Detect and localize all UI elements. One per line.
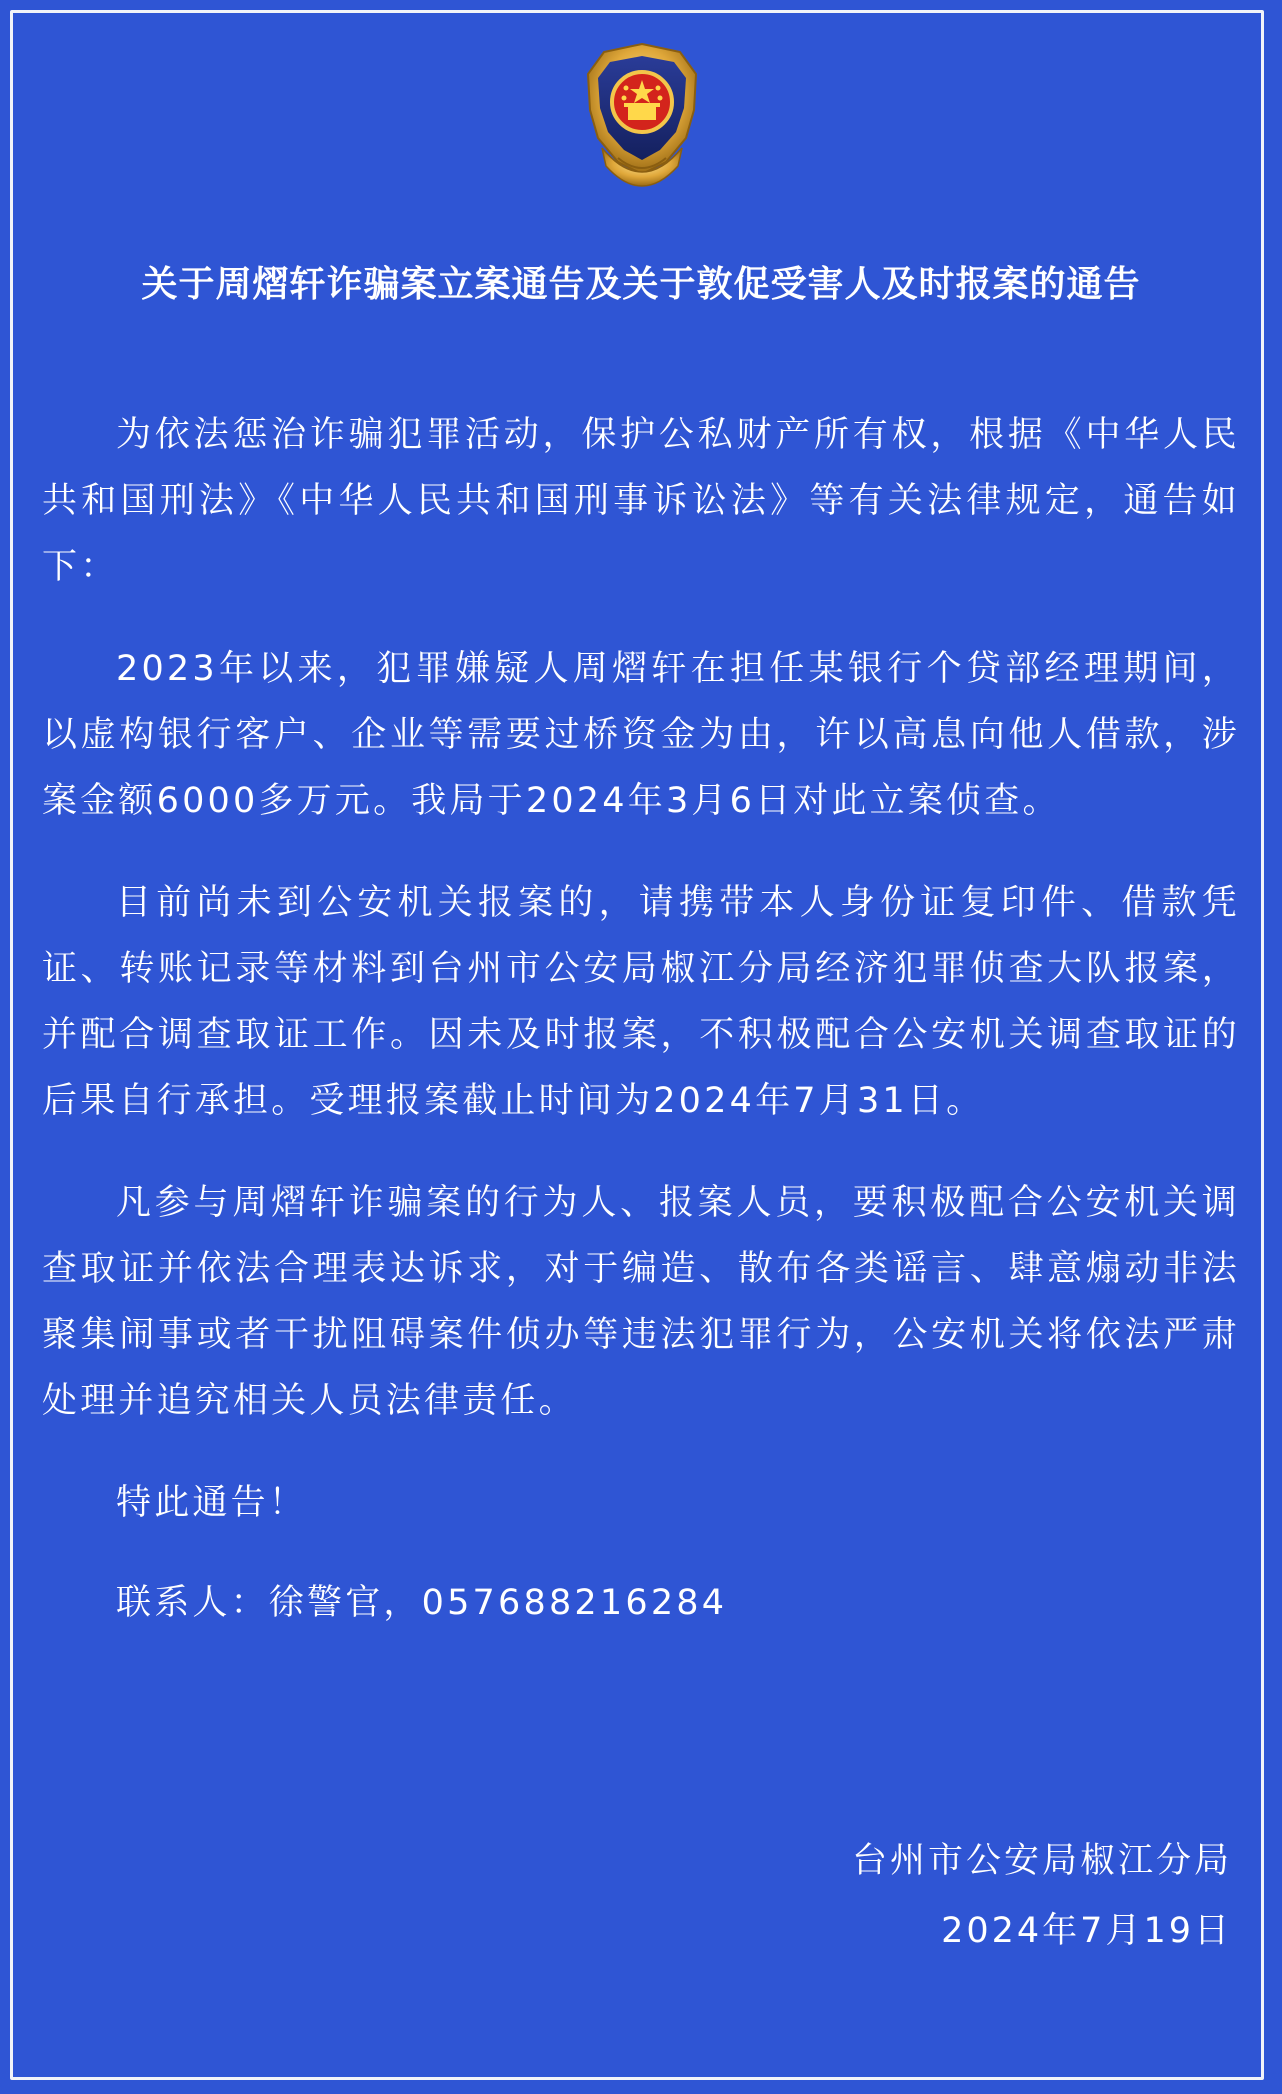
notice-body bbox=[42, 402, 1240, 1670]
paragraph-legal-basis: 为依法惩治诈骗犯罪活动，保护公私财产所有权，根据《中华人民共和国刑法》《中华人民共和国刑事诉讼法》等有关法律规定，通告如下： bbox=[42, 415, 1240, 587]
paragraph-report-instructions: 目前尚未到公安机关报案的，请携带本人身份证复印件、借款凭证、转账记录等材料到台州市公安局椒江分局经济犯罪侦查大队报案，并配合调查取证工作。因未及时报案，不积极配合公安机关调查取证的后果自行承担。受理报案截止时间为2024年7月31日。 bbox=[42, 883, 1240, 1121]
paragraph-closing: 特此通告！ bbox=[116, 1483, 308, 1523]
signature-block bbox=[852, 1826, 1232, 1966]
paragraph-warning: 凡参与周熠轩诈骗案的行为人、报案人员，要积极配合公安机关调查取证并依法合理表达诉求，对于编造、散布各类谣言、肆意煽动非法聚集闹事或者干扰阻碍案件侦办等违法犯罪行为，公安机关将依法严肃处理并追究相关人员法律责任。 bbox=[42, 1183, 1240, 1421]
paragraph-case-facts: 2023年以来，犯罪嫌疑人周熠轩在担任某银行个贷部经理期间，以虚构银行客户、企业等需要过桥资金为由，许以高息向他人借款，涉案金额6000多万元。我局于2024年3月6日对此立案侦查。 bbox=[42, 649, 1240, 821]
issuing-agency: 台州市公安局椒江分局 bbox=[851, 1841, 1232, 1881]
issue-date: 2024年7月19日 bbox=[941, 1911, 1232, 1951]
police-emblem-icon bbox=[568, 40, 716, 190]
contact-info: 联系人：徐警官，057688216284 bbox=[116, 1583, 728, 1623]
notice-title: 关于周熠轩诈骗案立案通告及关于敦促受害人及时报案的通告 bbox=[141, 264, 1141, 305]
